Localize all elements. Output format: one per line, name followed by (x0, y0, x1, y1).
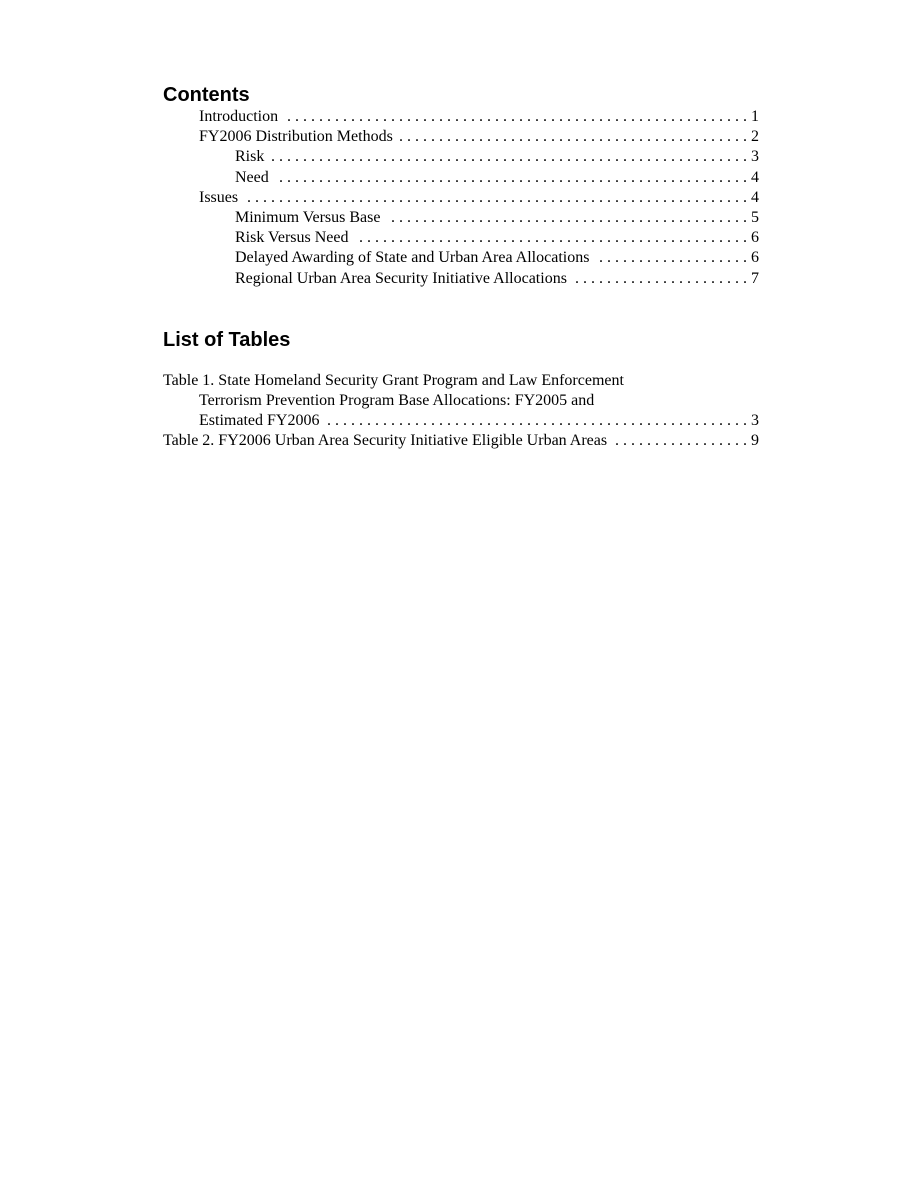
toc-entry-minimum-versus-base[interactable] (163, 208, 759, 228)
toc-page-number: 1 (751, 108, 759, 125)
dot-leader (244, 188, 747, 208)
toc-entry-title: Regional Urban Area Security Initiative Allocations (235, 269, 567, 287)
toc-page-number: 7 (751, 269, 759, 287)
toc-entry-issues[interactable] (163, 188, 759, 208)
toc-entry-title: Issues (199, 188, 239, 206)
toc-page-number: 6 (751, 249, 759, 267)
table-entry-last-line (163, 411, 759, 431)
toc-entry-risk[interactable] (163, 147, 759, 167)
dot-leader (573, 269, 747, 289)
dot-leader (613, 431, 747, 451)
table-entry-1[interactable] (163, 371, 759, 432)
table-entry-line: Terrorism Prevention Program Base Allocations: FY2005 and (199, 392, 595, 410)
toc-page-number: 5 (751, 209, 759, 227)
toc-entry-title: Risk (235, 148, 265, 166)
dot-leader (270, 147, 747, 167)
toc-entry-title: FY2006 Distribution Methods (199, 128, 393, 146)
table-page-number: 9 (751, 432, 759, 450)
toc-entry-distribution-methods[interactable] (163, 127, 759, 147)
dot-leader (386, 208, 747, 228)
contents-heading: Contents (163, 84, 250, 106)
toc-page-number: 4 (751, 168, 759, 186)
toc-entry-introduction[interactable] (163, 107, 759, 127)
toc-entry-title: Minimum Versus Base (235, 209, 381, 227)
toc-entry-title: Risk Versus Need (235, 229, 349, 247)
toc-entry-risk-versus-need[interactable] (163, 228, 759, 248)
document-page (163, 83, 759, 452)
dot-leader (354, 228, 747, 248)
list-of-tables (163, 371, 759, 452)
dot-leader (275, 168, 747, 188)
table-entry-title: Table 2. FY2006 Urban Area Security Initiative Eligible Urban Areas (163, 432, 608, 450)
toc-page-number: 2 (751, 128, 759, 146)
dot-leader (399, 127, 747, 147)
toc-page-number: 3 (751, 148, 759, 166)
toc-page-number: 4 (751, 188, 759, 206)
dot-leader (284, 107, 747, 127)
table-entry-title: Estimated FY2006 (199, 412, 320, 430)
table-page-number: 3 (751, 412, 759, 430)
list-of-tables-heading: List of Tables (163, 328, 291, 351)
dot-leader (325, 411, 747, 431)
table-entry-line: Table 1. State Homeland Security Grant Program and Law Enforcement (163, 371, 624, 389)
toc-page-number: 6 (751, 229, 759, 247)
table-entry-2[interactable] (163, 431, 759, 451)
dot-leader (595, 248, 747, 268)
toc-entry-title: Introduction (199, 108, 279, 125)
table-of-contents (163, 107, 759, 289)
toc-entry-title: Delayed Awarding of State and Urban Area Allocations (235, 249, 590, 267)
toc-entry-delayed-awarding[interactable] (163, 248, 759, 268)
toc-entry-need[interactable] (163, 168, 759, 188)
toc-entry-regional-uasi[interactable] (163, 269, 759, 289)
toc-entry-title: Need (235, 168, 269, 186)
